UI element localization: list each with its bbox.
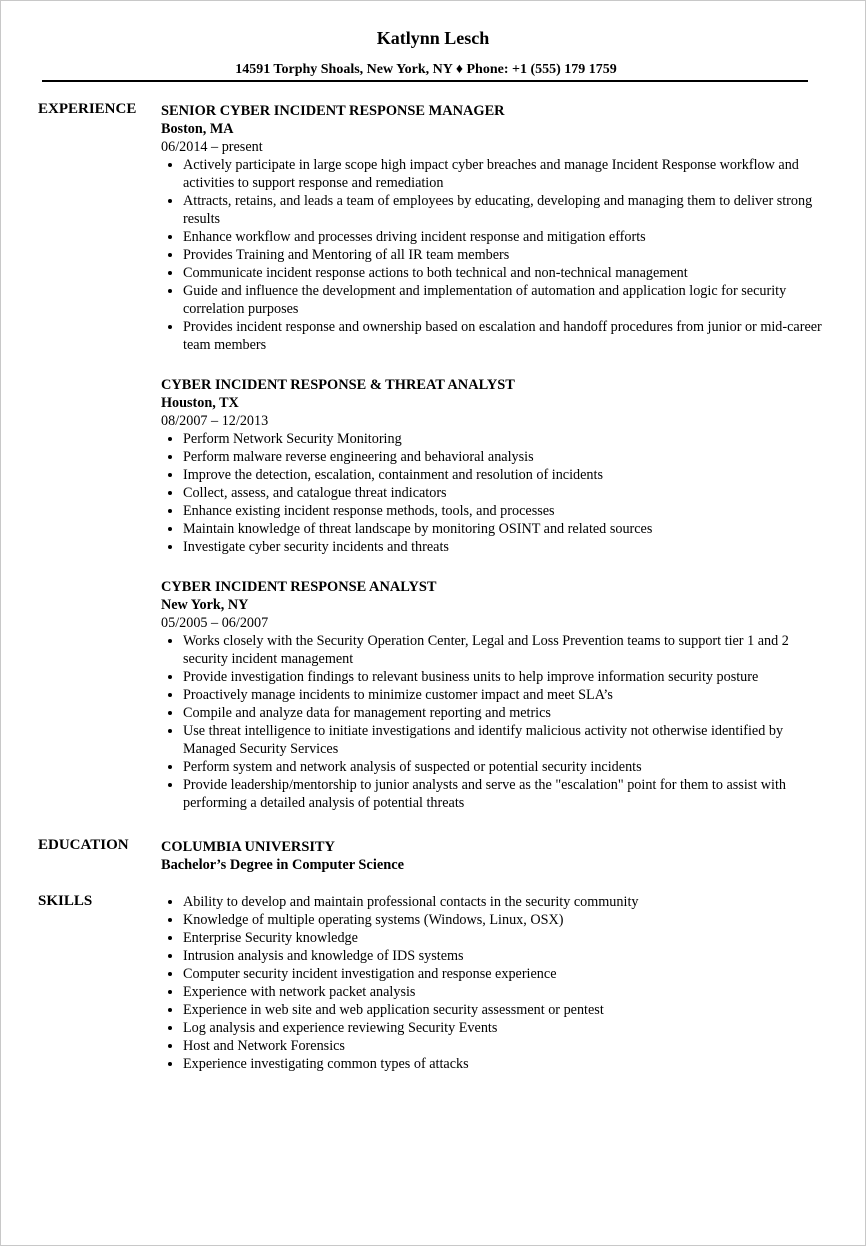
job-dates: 05/2005 – 06/2007 [161, 615, 269, 631]
list-item: • Enhance workflow and processes driving incident response and mitigation efforts [183, 228, 831, 246]
list-item: • Maintain knowledge of threat landscape by monitoring OSINT and related sources [183, 520, 831, 538]
job-bullets [161, 632, 831, 812]
school-name: COLUMBIA UNIVERSITY [161, 839, 335, 855]
list-item: • Enhance existing incident response methods, tools, and processes [183, 502, 831, 520]
job-location: Boston, MA [161, 121, 234, 137]
job-title: SENIOR CYBER INCIDENT RESPONSE MANAGER [161, 103, 505, 119]
job-dates: 06/2014 – present [161, 139, 263, 155]
list-item: • Computer security incident investigation and response experience [183, 965, 831, 983]
header-rule [42, 80, 808, 82]
list-item: • Works closely with the Security Operation Center, Legal and Loss Prevention teams to support tier 1 and 2 security incident management [183, 632, 831, 668]
list-item: • Use threat intelligence to initiate investigations and identify malicious activity not otherwise identified by Managed Security Services [183, 722, 831, 758]
list-item: • Log analysis and experience reviewing Security Events [183, 1019, 831, 1037]
list-item: • Provides Training and Mentoring of all IR team members [183, 246, 831, 264]
degree: Bachelor’s Degree in Computer Science [161, 857, 404, 873]
list-item: • Communicate incident response actions to both technical and non-technical management [183, 264, 831, 282]
list-item: • Attracts, retains, and leads a team of employees by educating, developing and managing them to deliver strong results [183, 192, 831, 228]
job-entry [161, 578, 831, 812]
list-item: • Proactively manage incidents to minimize customer impact and meet SLA’s [183, 686, 831, 704]
list-item: • Experience in web site and web application security assessment or pentest [183, 1001, 831, 1019]
list-item: • Perform Network Security Monitoring [183, 430, 831, 448]
list-item: • Perform system and network analysis of suspected or potential security incidents [183, 758, 831, 776]
job-title: CYBER INCIDENT RESPONSE ANALYST [161, 579, 437, 595]
job-location: New York, NY [161, 597, 249, 613]
list-item: • Ability to develop and maintain professional contacts in the security community [183, 893, 831, 911]
list-item: • Perform malware reverse engineering and behavioral analysis [183, 448, 831, 466]
list-item: • Experience with network packet analysis [183, 983, 831, 1001]
job-entry [161, 102, 831, 354]
list-item: • Improve the detection, escalation, containment and resolution of incidents [183, 466, 831, 484]
list-item: • Experience investigating common types of attacks [183, 1055, 831, 1073]
list-item: • Investigate cyber security incidents and threats [183, 538, 831, 556]
list-item: • Intrusion analysis and knowledge of IDS systems [183, 947, 831, 965]
list-item: • Collect, assess, and catalogue threat indicators [183, 484, 831, 502]
list-item: • Host and Network Forensics [183, 1037, 831, 1055]
job-title: CYBER INCIDENT RESPONSE & THREAT ANALYST [161, 377, 515, 393]
education-entry [161, 838, 404, 874]
list-item: • Provides incident response and ownership based on escalation and handoff procedures from junior or mid-career team members [183, 318, 831, 354]
list-item: • Knowledge of multiple operating systems (Windows, Linux, OSX) [183, 911, 831, 929]
candidate-name: Katlynn Lesch [376, 28, 490, 48]
job-bullets [161, 430, 831, 556]
contact-line: 14591 Torphy Shoals, New York, NY ♦ Phone: +1 (555) 179 1759 [235, 62, 617, 77]
section-education: EDUCATION [38, 837, 129, 853]
job-bullets [161, 156, 831, 354]
job-location: Houston, TX [161, 395, 239, 411]
section-experience: EXPERIENCE [38, 101, 137, 117]
job-entry [161, 376, 831, 556]
list-item: • Provide leadership/mentorship to junior analysts and serve as the "escalation" point for them to assist with performing a detailed analysis of potential threats [183, 776, 831, 812]
list-item: • Compile and analyze data for management reporting and metrics [183, 704, 831, 722]
list-item: • Enterprise Security knowledge [183, 929, 831, 947]
skills-list-container [161, 893, 831, 1073]
section-skills: SKILLS [38, 893, 93, 909]
skills-list [161, 893, 831, 1073]
list-item: • Guide and influence the development and implementation of automation and application logic for security correlation purposes [183, 282, 831, 318]
list-item: • Provide investigation findings to relevant business units to help improve information security posture [183, 668, 831, 686]
job-dates: 08/2007 – 12/2013 [161, 413, 269, 429]
list-item: • Actively participate in large scope high impact cyber breaches and manage Incident Response workflow and activities to support response and remediation [183, 156, 831, 192]
